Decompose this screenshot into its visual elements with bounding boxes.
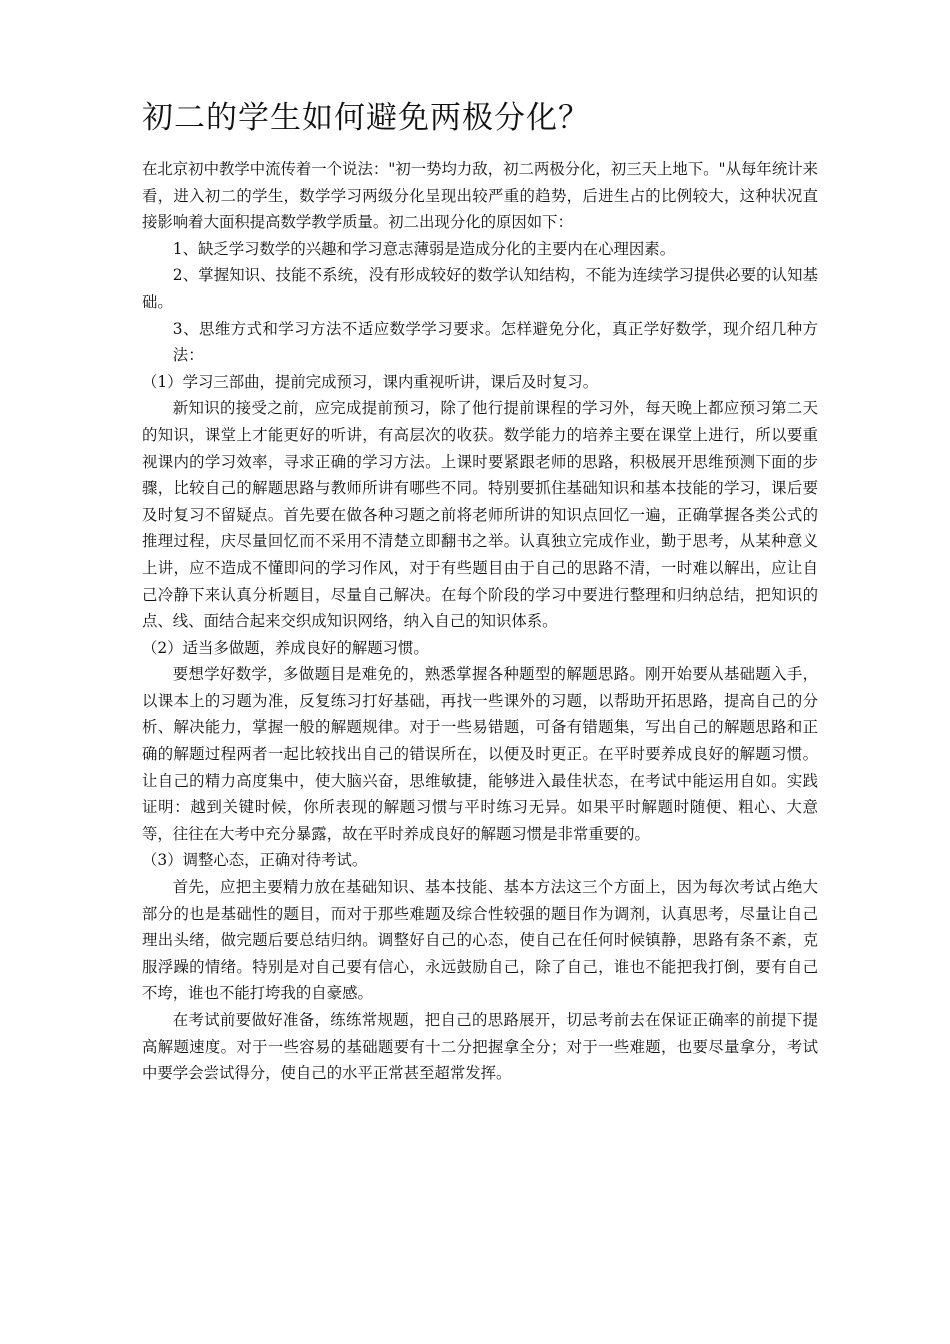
- section-3-paragraph-2: 在考试前要做好准备，练练常规题，把自己的思路展开，切忌考前去在保证正确率的前提下提高解题速度。对于一些容易的基础题要有十二分把握拿全分；对于一些难题，也要尽量拿分，考试中要学会尝试得分，使自己的水平正常甚至超常发挥。: [142, 1011, 818, 1083]
- cause-item-2: 2、掌握知识、技能不系统，没有形成较好的数学认知结构，不能为连续学习提供必要的认知基础。: [142, 266, 818, 311]
- document-title: 初二的学生如何避免两极分化？: [142, 100, 590, 136]
- section-heading-2: （2）适当多做题，养成良好的解题习惯。: [142, 638, 429, 657]
- intro-paragraph: 在北京初中教学中流传着一个说法："初一势均力敌，初二两极分化，初三天上地下。"从每年统计来看，进入初二的学生，数学学习两级分化呈现出较严重的趋势，后进生占的比例较大，这种状况直接影响着大面积提高数学教学质量。初二出现分化的原因如下：: [142, 160, 818, 232]
- section-3-paragraph-1: 首先，应把主要精力放在基础知识、基本技能、基本方法这三个方面上，因为每次考试占绝大部分的也是基础性的题目，而对于那些难题及综合性较强的题目作为调剂，认真思考，尽量让自己理出头绪，做完题后要总结归纳。调整好自己的心态，使自己在任何时候镇静，思路有条不紊，克服浮躁的情绪。特别是对自己要有信心，永远鼓励自己，除了自己，谁也不能把我打倒，要有自己不垮，谁也不能打垮我的自豪感。: [142, 878, 818, 1003]
- section-heading-1: （1）学习三部曲，提前完成预习，课内重视听讲，课后及时复习。: [142, 372, 599, 391]
- section-2-paragraph-1: 要想学好数学，多做题目是难免的，熟悉掌握各种题型的解题思路。刚开始要从基础题入手，以课本上的习题为准，反复练习打好基础，再找一些课外的习题，以帮助开拓思路，提高自己的分析、解决能力，掌握一般的解题规律。对于一些易错题，可备有错题集，写出自己的解题思路和正确的解题过程两者一起比较找出自己的错误所在，以便及时更正。在平时要养成良好的解题习惯。让自己的精力高度集中，使大脑兴奋，思维敏捷，能够进入最佳状态，在考试中能运用自如。实践证明：越到关键时候，你所表现的解题习惯与平时练习无异。如果平时解题时随便、粗心、大意等，往往在大考中充分暴露，故在平时养成良好的解题习惯是非常重要的。: [142, 665, 818, 843]
- cause-item-3: 3、思维方式和学习方法不适应数学学习要求。怎样避免分化，真正学好数学，现介绍几种方法：: [172, 319, 818, 365]
- section-heading-3: （3）调整心态，正确对待考试。: [142, 851, 368, 870]
- document-page: [142, 96, 818, 1087]
- section-1-paragraph-1: 新知识的接受之前，应完成提前预习，除了他行提前课程的学习外，每天晚上都应预习第二天的知识，课堂上才能更好的听讲，有高层次的收获。数学能力的培养主要在课堂上进行，所以要重视课内的学习效率，寻求正确的学习方法。上课时要紧跟老师的思路，积极展开思维预测下面的步骤，比较自己的解题思路与教师所讲有哪些不同。特别要抓住基础知识和基本技能的学习，课后要及时复习不留疑点。首先要在做各种习题之前将老师所讲的知识点回忆一遍，正确掌握各类公式的推理过程，庆尽量回忆而不采用不清楚立即翻书之举。认真独立完成作业，勤于思考，从某种意义上讲，应不造成不懂即问的学习作风，对于有些题目由于自己的思路不清，一时难以解出，应让自己冷静下来认真分析题目，尽量自己解决。在每个阶段的学习中要进行整理和归纳总结，把知识的点、线、面结合起来交织成知识网络，纳入自己的知识体系。: [142, 399, 818, 631]
- cause-item-1: 1、缺乏学习数学的兴趣和学习意志薄弱是造成分化的主要内在心理因素。: [172, 239, 676, 258]
